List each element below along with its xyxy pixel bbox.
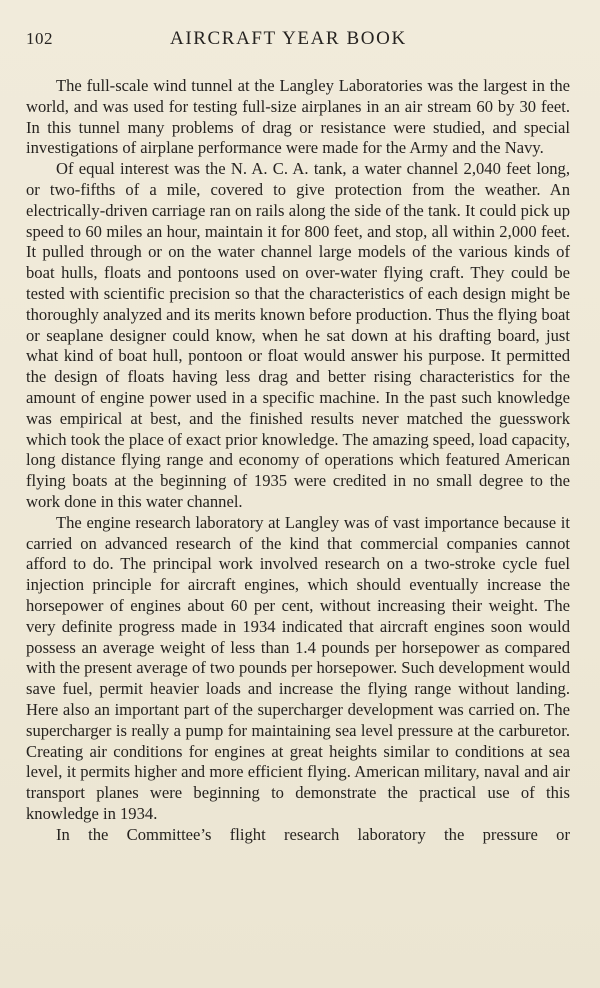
running-head	[26, 28, 570, 58]
paragraph-naca-tank: Of equal interest was the N. A. C. A. tank, a water channel 2,040 feet long, or two-fifths of a mile, covered to give protection from the weather. An electrically-driven carriage ran on rails along the side of the tank. It could pick up speed to 60 miles an hour, maintain it for 800 feet, and stop, all within 2,000 feet. It pulled through or on the water channel large models of the various kinds of boat hulls, floats and pontoons used on over-water flying craft. They could be tested with scientific precision so that the characteristics of each design might be thoroughly analyzed and its merits known before production. Thus the flying boat or seaplane designer could know, when he sat down at his drafting board, just what kind of boat hull, pontoon or float would answer his purpose. It permitted the design of floats having less drag and better rising characteristics for the amount of engine power used in a specific machine. In the past such knowledge was empirical at best, and the finished results never matched the guesswork which took the place of exact prior knowledge. The amazing speed, load capacity, long distance flying range and economy of operations which featured American flying boats at the beginning of 1935 were credited in no small degree to the work done in this water channel.	[26, 159, 570, 511]
page-number: 102	[26, 29, 53, 48]
paragraph-flight-research: In the Committee’s flight research laboratory the pressure or	[56, 824, 570, 844]
paragraph-wind-tunnel: The full-scale wind tunnel at the Langley Laboratories was the largest in the world, and was used for testing full-size airplanes in an air stream 60 by 30 feet. In this tunnel many problems of drag or resistance were studied, and special investigations of airplane performance were made for the Army and the Navy.	[26, 76, 570, 158]
paragraph-engine-research: The engine research laboratory at Langley was of vast importance because it carried on advanced research of the kind that commercial companies cannot afford to do. The principal work involved research on a two-stroke cycle fuel injection principle for aircraft engines, which should eventually increase the horsepower of engines about 60 per cent, without increasing their weight. The very definite progress made in 1934 indicated that aircraft engines soon would possess an average weight of less than 1.4 pounds per horsepower as compared with the present average of two pounds per horsepower. Such development would save fuel, permit heavier loads and increase the flying range without landing. Here also an important part of the supercharger development was carried on. The supercharger is really a pump for maintaining sea level pressure at the carburetor. Creating air conditions for engines at great heights similar to conditions at sea level, it permits higher and more efficient flying. American military, naval and air transport planes were beginning to demonstrate the practical use of this knowledge in 1934.	[26, 512, 570, 823]
running-head-title: AIRCRAFT YEAR BOOK	[170, 28, 407, 49]
body-text	[26, 76, 570, 845]
